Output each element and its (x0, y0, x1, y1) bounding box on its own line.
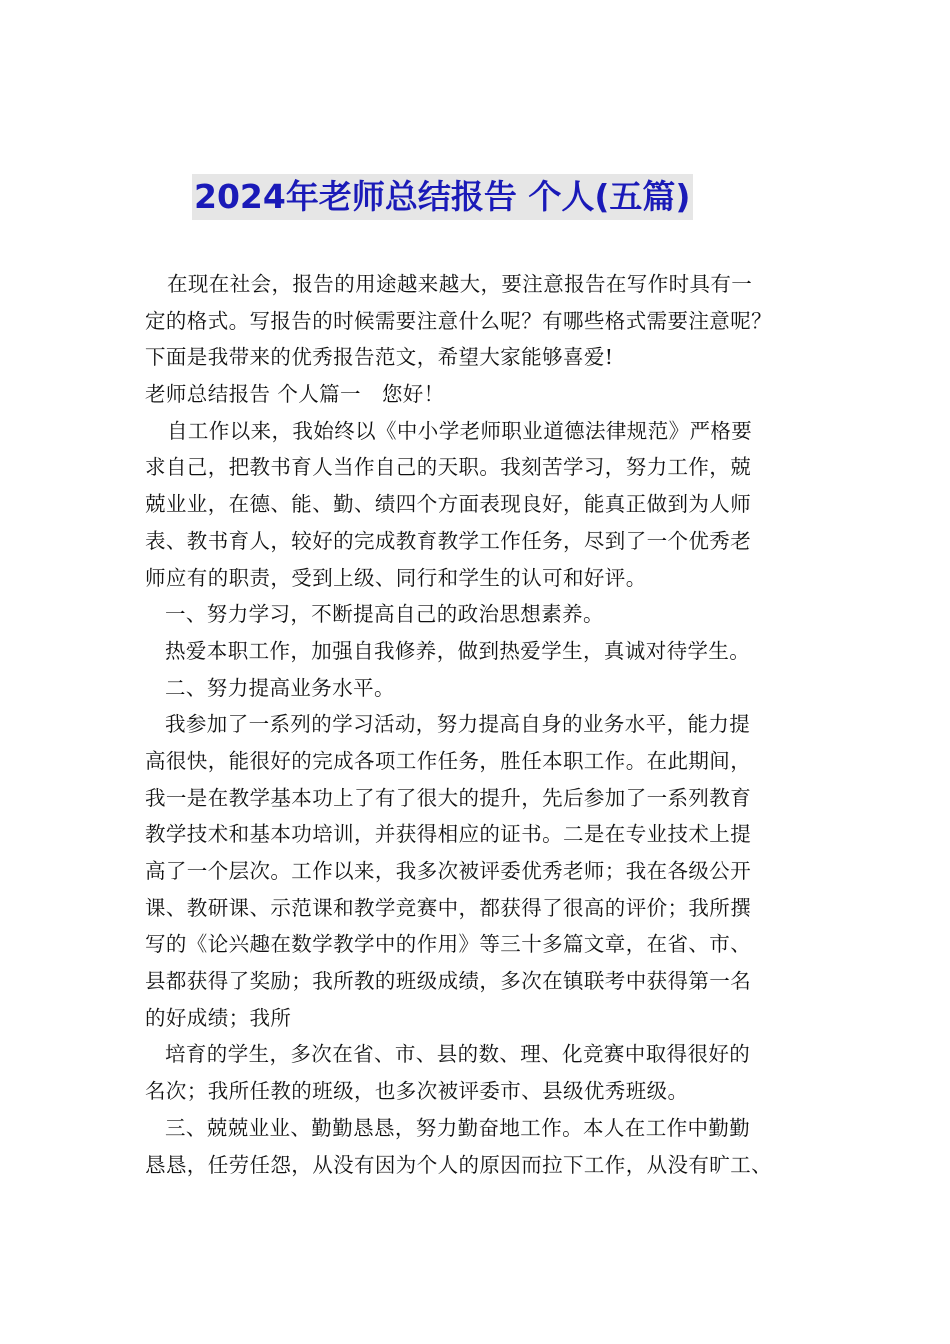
subheading: 一、努力学习，不断提高自己的政治思想素养。 (165, 602, 604, 627)
paragraph-line: 恳恳，任劳任怨，从没有因为个人的原因而拉下工作，从没有旷工、 (145, 1152, 772, 1177)
subheading: 二、努力提高业务水平。 (165, 675, 395, 700)
paragraph-line: 培育的学生，多次在省、市、县的数、理、化竞赛中取得很好的 (165, 1042, 751, 1067)
paragraph-line: 求自己，把教书育人当作自己的天职。我刻苦学习，努力工作，兢 (145, 455, 752, 480)
paragraph-line: 我一是在教学基本功上了有了很大的提升，先后参加了一系列教育 (145, 785, 752, 810)
paragraph-line: 自工作以来，我始终以《中小学老师职业道德法律规范》严格要 (167, 418, 753, 443)
paragraph-line: 我参加了一系列的学习活动，努力提高自身的业务水平，能力提 (165, 712, 751, 737)
paragraph-line: 定的格式。写报告的时候需要注意什么呢？有哪些格式需要注意呢？ (145, 308, 772, 333)
paragraph-line: 名次；我所任教的班级，也多次被评委市、县级优秀班级。 (145, 1079, 689, 1104)
document-title: 2024年老师总结报告 个人(五篇) (192, 174, 693, 220)
paragraph-line: 表、教书育人，较好的完成教育教学工作任务，尽到了一个优秀老 (145, 528, 752, 553)
paragraph-line: 高了一个层次。工作以来，我多次被评委优秀老师；我在各级公开 (145, 859, 752, 883)
paragraph-line: 课、教研课、示范课和教学竞赛中，都获得了很高的评价；我所撰 (145, 895, 752, 920)
paragraph-line: 的好成绩；我所 (145, 1005, 292, 1030)
paragraph-line: 热爱本职工作，加强自我修养，做到热爱学生，真诚对待学生。 (165, 638, 751, 663)
paragraph-line: 在现在社会，报告的用途越来越大，要注意报告在写作时具有一 (167, 272, 753, 296)
paragraph-line: 下面是我带来的优秀报告范文，希望大家能够喜爱! (145, 345, 614, 370)
document-body (145, 266, 835, 1183)
paragraph-line: 师应有的职责，受到上级、同行和学生的认可和好评。 (145, 565, 647, 590)
paragraph-line: 兢业业，在德、能、勤、绩四个方面表现良好，能真正做到为人师 (145, 492, 752, 517)
paragraph-line: 高很快，能很好的完成各项工作任务，胜任本职工作。在此期间， (145, 748, 752, 773)
paragraph-line: 教学技术和基本功培训，并获得相应的证书。二是在专业技术上提 (145, 822, 752, 847)
section-heading: 老师总结报告 个人篇一 您好！ (145, 382, 445, 407)
paragraph-line: 县都获得了奖励；我所教的班级成绩，多次在镇联考中获得第一名 (145, 969, 752, 994)
subheading: 三、兢兢业业、勤勤恳恳，努力勤奋地工作。本人在工作中勤勤 (165, 1115, 751, 1140)
paragraph-line: 写的《论兴趣在数学教学中的作用》等三十多篇文章，在省、市、 (145, 932, 752, 957)
